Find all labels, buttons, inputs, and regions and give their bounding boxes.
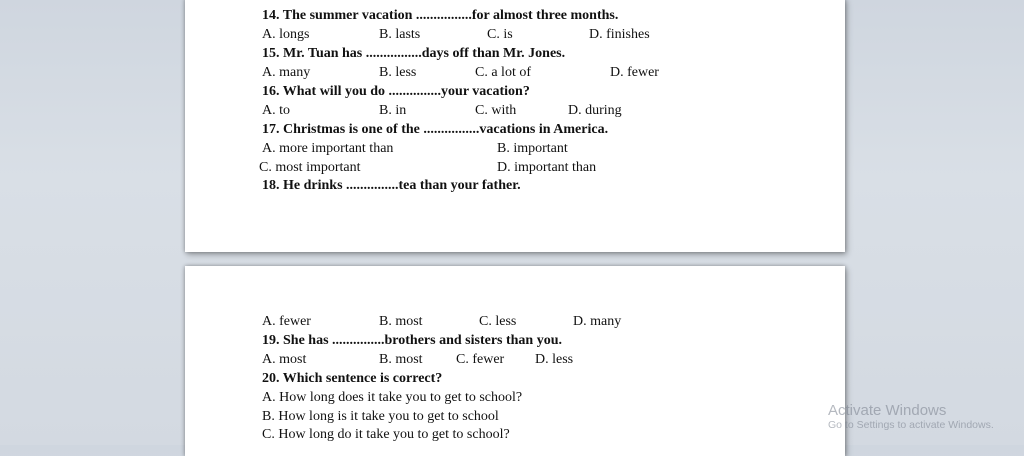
options-row-16: [262, 102, 822, 120]
document-page-2: [185, 266, 845, 456]
option-15-b: B. less: [379, 65, 417, 80]
option-20-b: B. How long is it take you to get to school: [262, 409, 499, 424]
options-row-14: [262, 26, 822, 44]
option-16-b: B. in: [379, 103, 407, 118]
question-14: 14. The summer vacation ................for almost three months.: [262, 8, 619, 23]
options-row-18: [262, 313, 822, 331]
option-17-b: B. important: [497, 141, 568, 156]
option-16-a: A. to: [262, 103, 290, 118]
question-15: 15. Mr. Tuan has ................days off than Mr. Jones.: [262, 46, 566, 61]
option-16-d: D. during: [568, 103, 622, 118]
option-19-b: B. most: [379, 352, 423, 367]
options-row-15: [262, 64, 822, 82]
question-18: 18. He drinks ...............tea than your father.: [262, 178, 521, 193]
option-15-d: D. fewer: [610, 65, 659, 80]
option-14-c: C. is: [487, 27, 513, 42]
option-17-c: C. most important: [259, 160, 361, 175]
question-16: 16. What will you do ...............your vacation?: [262, 84, 530, 99]
option-17-d: D. important than: [497, 160, 597, 175]
question-17: 17. Christmas is one of the ................vacations in America.: [262, 122, 609, 137]
watermark-title: Activate Windows: [828, 402, 947, 419]
activate-windows-watermark: [828, 402, 994, 431]
options-row-19: [262, 351, 822, 369]
option-19-c: C. fewer: [456, 352, 505, 367]
question-20: 20. Which sentence is correct?: [262, 371, 443, 386]
option-19-a: A. most: [262, 352, 307, 367]
option-19-d: D. less: [535, 352, 574, 367]
question-19: 19. She has ...............brothers and sisters than you.: [262, 333, 563, 348]
watermark-subtitle: Go to Settings to activate Windows.: [828, 419, 994, 432]
option-18-b: B. most: [379, 314, 423, 329]
option-20-a: A. How long does it take you to get to school?: [262, 390, 523, 405]
option-17-a: A. more important than: [262, 141, 394, 156]
option-18-c: C. less: [479, 314, 517, 329]
option-20-c: C. How long do it take you to get to school?: [262, 427, 510, 442]
document-page-1: [185, 0, 845, 252]
option-18-d: D. many: [573, 314, 622, 329]
option-15-c: C. a lot of: [475, 65, 531, 80]
option-18-a: A. fewer: [262, 314, 311, 329]
option-14-d: D. finishes: [589, 27, 650, 42]
options-row-17b: [259, 159, 819, 177]
option-16-c: C. with: [475, 103, 517, 118]
option-15-a: A. many: [262, 65, 311, 80]
options-row-17a: [262, 140, 822, 158]
option-14-a: A. longs: [262, 27, 310, 42]
option-14-b: B. lasts: [379, 27, 421, 42]
